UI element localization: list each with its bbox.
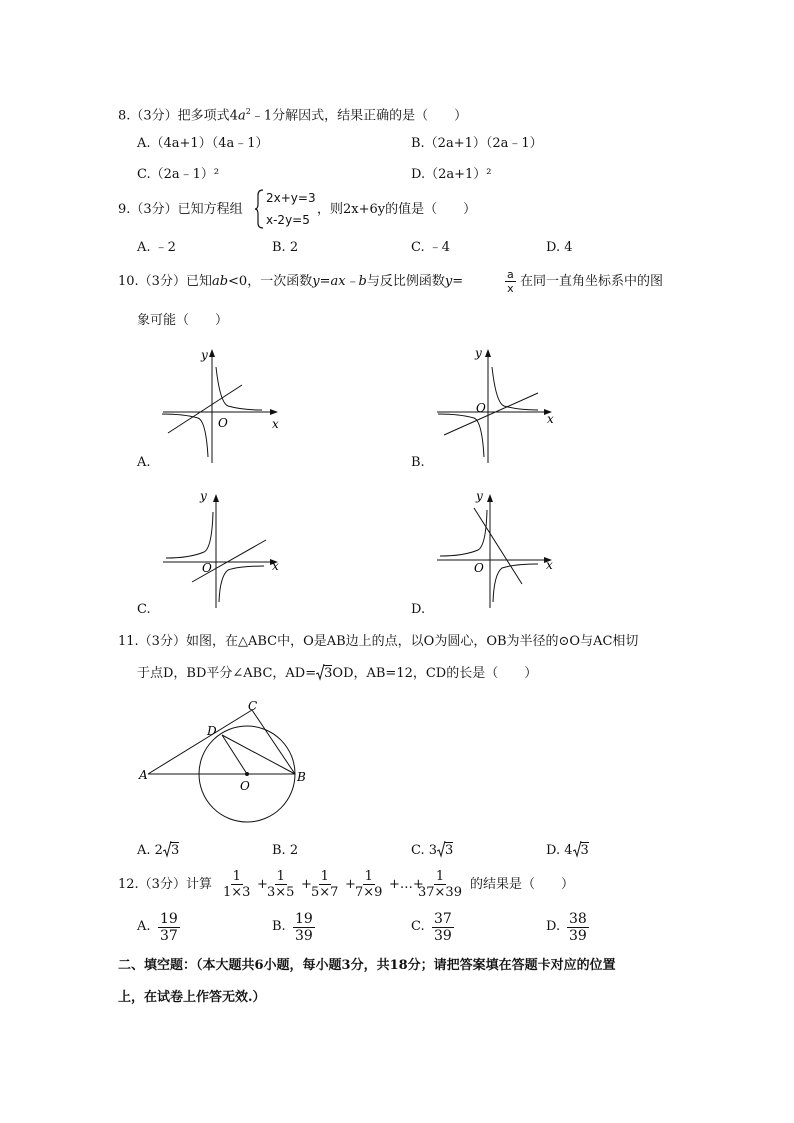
q12-term-5 xyxy=(416,869,464,900)
q9-option-d: D. 4 xyxy=(546,240,573,255)
q12-option-c-label: C. xyxy=(411,919,425,934)
label-c: C xyxy=(248,699,258,713)
q12-term-1-den: 1×3 xyxy=(223,885,251,900)
q11-line2 xyxy=(137,666,537,682)
q12-option-b xyxy=(293,911,315,944)
q12-option-b-label: B. xyxy=(272,919,286,934)
point-o xyxy=(245,772,249,776)
axis-x-label: x xyxy=(547,412,554,426)
q12-option-a-label: A. xyxy=(137,919,151,934)
section2-heading: 二、填空题：（本大题共6小题，每小题3分，共18分；请把答案填在答题卡对应的位置 xyxy=(118,958,616,973)
q10-graph-b-label: B. xyxy=(411,455,425,470)
q12-term-3 xyxy=(309,869,340,900)
q9-option-c: C. ﹣4 xyxy=(411,240,451,255)
q11-sqrt xyxy=(316,666,332,682)
q12-term-5-num: 1 xyxy=(435,869,445,884)
q12-option-b-num: 19 xyxy=(295,911,313,927)
q12-plus-2: + xyxy=(301,877,312,892)
hyperbola-branch-2 xyxy=(162,414,208,457)
q10-graph-c xyxy=(160,490,285,612)
q12-plus-3: + xyxy=(345,877,356,892)
q9-eq2: x-2y=5 xyxy=(266,213,310,227)
q11-line2-a: 于点D，BD平分∠ABC，AD= xyxy=(137,666,317,681)
q8-stem xyxy=(118,104,467,124)
q8-option-b: B.（2a+1）（2a﹣1） xyxy=(411,136,543,151)
q10-graph-d-label: D. xyxy=(411,602,426,617)
q12-option-d-label: D. xyxy=(546,919,561,934)
q10-frac-num: a xyxy=(507,268,514,281)
origin-label: O xyxy=(474,561,484,575)
q12-term-4-num: 1 xyxy=(364,869,373,884)
q10-graph-b xyxy=(434,345,559,467)
q12-term-2-den: 3×5 xyxy=(267,885,295,900)
q11-option-a-rad: 3 xyxy=(170,843,180,858)
q10-eq2: = xyxy=(452,274,464,289)
q10-stem-e: 象可能（ ） xyxy=(137,313,229,328)
q11-option-a xyxy=(137,843,179,859)
axis-y-label: y xyxy=(476,490,483,503)
q12-option-c-den: 39 xyxy=(434,928,452,944)
q12-term-4 xyxy=(353,869,384,900)
q8-stem-b: ﹣1分解因式，结果正确的是（ ） xyxy=(250,108,468,124)
q10-ab: ab xyxy=(211,274,229,289)
q8-poly-var: a xyxy=(237,108,246,124)
q11-option-a-label: A. 2 xyxy=(137,843,163,858)
q9-stem-b: ，则2x+6y的值是（ ） xyxy=(317,202,477,217)
q10-stem-b: <0，一次函数 xyxy=(228,274,313,289)
q12-option-a-den: 37 xyxy=(160,928,178,944)
q9-brace xyxy=(254,189,264,229)
label-a: A xyxy=(139,768,148,782)
q10-frac-den: x xyxy=(507,282,514,295)
q12-option-a xyxy=(158,911,180,944)
q10-stem-a: 10.（3分）已知 xyxy=(118,274,212,289)
q10-y1: y xyxy=(312,274,320,289)
axis-y-label: y xyxy=(200,490,207,503)
q12-option-d xyxy=(567,911,589,944)
axis-x-label: x xyxy=(272,417,279,431)
q12-ellipsis: +…+ xyxy=(389,877,424,892)
q8-stem-a: 8.（3分）把多项式 xyxy=(118,108,230,124)
origin-label: O xyxy=(218,416,228,430)
q12-option-d-num: 38 xyxy=(569,911,587,927)
q11-figure xyxy=(135,695,315,825)
q11-sqrt-rad: 3 xyxy=(324,666,333,681)
q10-eq1: =ax﹣b xyxy=(319,274,367,289)
q10-fraction xyxy=(505,268,516,295)
q12-option-a-num: 19 xyxy=(160,911,178,927)
q12-term-4-den: 7×9 xyxy=(355,885,383,900)
q10-y2: y xyxy=(444,274,453,289)
origin-label: O xyxy=(202,561,212,575)
q12-term-3-num: 1 xyxy=(320,869,329,884)
q12-option-b-den: 39 xyxy=(295,928,313,944)
q8-poly-exp: 2 xyxy=(245,107,251,116)
sqrt-icon xyxy=(573,843,589,859)
q12-option-c xyxy=(432,911,454,944)
linear-line xyxy=(168,385,242,433)
hyperbola-branch-1 xyxy=(216,367,262,410)
x-axis-arrow xyxy=(270,409,278,415)
q12-term-3-den: 5×7 xyxy=(311,885,339,900)
q12-stem-b: 的结果是（ ） xyxy=(470,877,575,892)
q10-stem xyxy=(118,274,463,290)
sqrt-icon xyxy=(163,843,179,859)
q9-option-b: B. 2 xyxy=(272,240,299,255)
q11-line2-b: OD，AB=12，CD的长是（ ） xyxy=(332,666,538,681)
q12-option-c-num: 37 xyxy=(434,911,452,927)
q12-plus-1: + xyxy=(257,877,268,892)
q10-graph-c-label: C. xyxy=(137,602,151,617)
q12-term-5-den: 37×39 xyxy=(418,885,462,900)
q12-term-1-num: 1 xyxy=(232,869,241,884)
q12-term-2-num: 1 xyxy=(276,869,285,884)
axis-y-label: y xyxy=(475,346,482,360)
axis-y-label: y xyxy=(201,348,208,362)
section2-heading-cont: 上，在试卷上作答无效.） xyxy=(118,990,266,1005)
label-o: O xyxy=(240,779,250,793)
q11-option-c-rad: 3 xyxy=(445,843,454,858)
q12-option-d-den: 39 xyxy=(569,928,587,944)
origin-label: O xyxy=(476,401,486,415)
y-axis-arrow xyxy=(209,349,215,357)
segment-do xyxy=(222,735,247,774)
segment-db xyxy=(222,735,295,774)
q10-graph-a xyxy=(160,345,285,467)
q9-eq1: 2x+y=3 xyxy=(266,191,316,205)
q8-option-d: D.（2a+1）² xyxy=(411,167,492,182)
q8-option-c: C.（2a﹣1）² xyxy=(137,167,220,182)
q11-option-d-label: D. 4 xyxy=(546,843,573,858)
label-d: D xyxy=(207,724,217,738)
q10-graph-d xyxy=(434,490,559,612)
axis-x-label: x xyxy=(546,558,553,572)
q11-option-b: B. 2 xyxy=(272,843,299,858)
q9-stem-a: 9.（3分）已知方程组 xyxy=(118,202,243,217)
q11-option-c-label: C. 3 xyxy=(411,843,438,858)
sqrt-icon xyxy=(437,843,453,859)
q12-term-1 xyxy=(221,869,252,900)
q8-poly: 4 xyxy=(229,108,238,124)
q11-line1: 11.（3分）如图，在△ABC中，O是AB边上的点，以O为圆心，OB为半径的⊙O与AC相切 xyxy=(118,634,639,649)
label-b: B xyxy=(297,770,306,784)
q10-graph-a-label: A. xyxy=(137,455,151,470)
q11-option-c xyxy=(411,843,453,859)
q12-term-2 xyxy=(265,869,296,900)
q10-stem-d: 在同一直角坐标系中的图 xyxy=(520,274,664,289)
axis-x-label: x xyxy=(272,559,279,573)
q9-option-a: A. ﹣2 xyxy=(137,240,176,255)
segment-cb xyxy=(252,710,295,774)
q8-option-a: A.（4a+1）（4a﹣1） xyxy=(137,136,269,151)
q11-option-d xyxy=(546,843,589,859)
q11-option-d-rad: 3 xyxy=(580,843,589,858)
q10-stem-c: 与反比例函数 xyxy=(366,274,445,289)
q12-stem-a: 12.（3分）计算 xyxy=(118,877,212,892)
